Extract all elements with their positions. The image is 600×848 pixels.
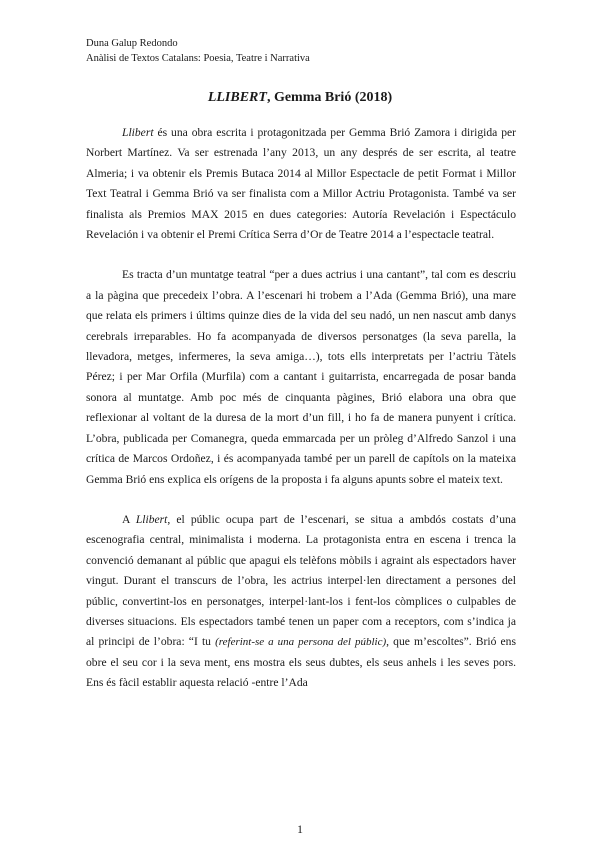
- document-body: [86, 123, 516, 694]
- work-title-italic: Llibert: [135, 512, 168, 526]
- title-work: LLIBERT: [207, 90, 267, 105]
- paragraph-1-text: és una obra escrita i protagonitzada per Gemma Brió Zamora i dirigida per Norbert Martínez. Va ser estrenada l’any 2013, un any després de ser escrita, al teatre Almeria; i va obtenir els Premis Butaca 2014 al Millor Espectacle de petit Format i Millor Text Teatral i Gemma Brió va ser finalista com a Millor Actriu Protagonista. També va ser finalista als Premios MAX 2015 en dues categories: Autoría Revelación i Espectáculo Revelación i va obtenir el Premi Crítica Serra d’Or de Teatre 2014 a l’espectacle teatral.: [86, 126, 516, 242]
- stage-direction: (referint-se a una persona del públic): [215, 636, 387, 649]
- paragraph-1: [86, 123, 516, 245]
- page-header: [86, 36, 310, 66]
- paragraph-3-mid: , el públic ocupa part de l’escenari, se situa a ambdós costats d’una escenografia central, minimalista i moderna. La protagonista entra en escena i trenca la convenció demanant al públic que apagui els telèfons mòbils i agraint als espectadors haver vingut. Durant el transcurs de l’obra, les actrius interpel·len directament a persones del públic, convertint-los en personatges, interpel·lant-los i fent-los còmplices o culpables de diverses situacions. Els espectadors també tenen un paper com a receptors, com s’indica ja al principi de l’obra: “I tu: [86, 512, 516, 649]
- paragraph-3-after: , que m’escoltes”. Brió ens obre el seu cor i la seva ment, ens mostra els seus dubtes, els seus anhels i les seves pors. Ens és fàcil establir aquesta relació -entre l’Ada: [86, 635, 516, 690]
- paragraph-3: [86, 510, 516, 694]
- title-rest: , Gemma Brió (2018): [266, 90, 393, 105]
- paragraph-2: Es tracta d’un muntatge teatral “per a dues actrius i una cantant”, tal com es descriu a la pàgina que precedeix l’obra. A l’escenari hi trobem a l’Ada (Gemma Brió), una mare que relata els primers i últims quinze dies de la vida del seu nadó, un nen nascut amb danys cerebrals irreparables. Ho fa acompanyada de diversos personatges (la seva parella, la llevadora, metges, infermeres, la seva amiga…), tots ells interpretats per l’actriu Tàtels Pérez; i per Mar Orfila (Murfila) com a cantant i guitarrista, encarregada de posar banda sonora al muntatge. Amb poc més de cinquanta pàgines, Brió elabora una obra que reflexionar al voltant de la duresa de la mort d’un fill, i ho fa de manera punyent i crítica. L’obra, publicada per Comanegra, queda emmarcada per un pròleg d’Alfredo Sanzol i una crítica de Marcos Ordoñez, i és acompanyada també per un parell de capítols on la mateixa Gemma Brió ens explica els orígens de la proposta i fa alguns apunts sobre el mateix text.: [86, 268, 516, 486]
- author-name: Duna Galup Redondo: [86, 38, 178, 49]
- course-name: Anàlisi de Textos Catalans: Poesia, Teatre i Narrativa: [86, 53, 310, 64]
- work-title-italic: Llibert: [122, 126, 154, 139]
- paragraph-3-before: A: [122, 512, 136, 526]
- page-number: 1: [297, 822, 303, 836]
- document-title: [86, 90, 514, 106]
